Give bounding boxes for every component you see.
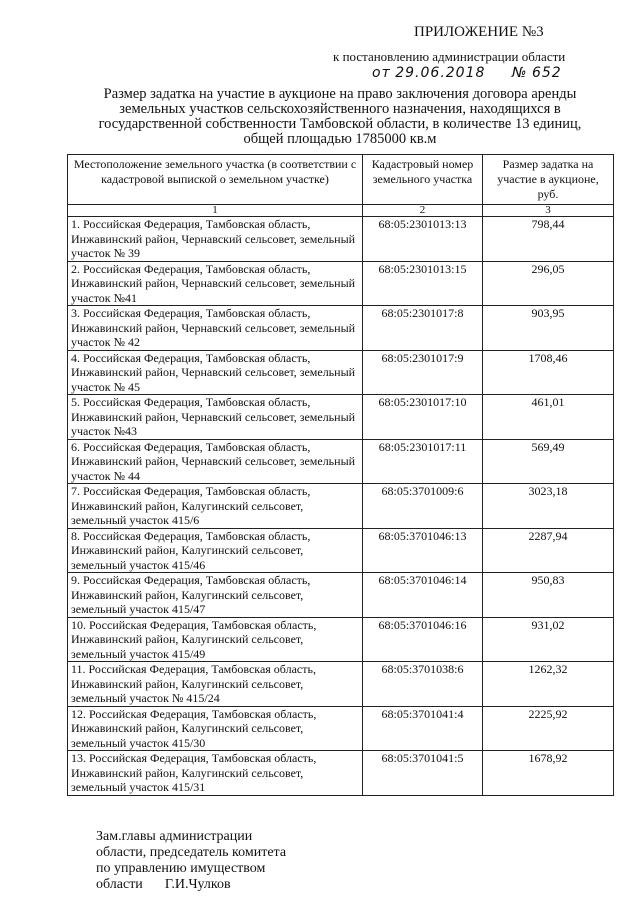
column-number: 1	[68, 205, 363, 217]
table-row	[68, 573, 614, 618]
location-cell: 12. Российская Федерация, Тамбовская область, Инжавинский район, Калугинский сельсовет, земельный участок 415/30	[68, 706, 363, 751]
table-row	[68, 751, 614, 796]
header-location: Местоположение земельного участка (в соответствии с кадастровой выпиской о земельном участке)	[68, 155, 363, 205]
cadastral-cell: 68:05:3701038:6	[363, 662, 483, 707]
cadastral-cell: 68:05:2301013:13	[363, 217, 483, 262]
header-deposit: Размер задатка на участие в аукционе, руб.	[483, 155, 614, 205]
table-row	[68, 261, 614, 306]
deposit-cell: 2287,94	[483, 528, 614, 573]
column-number: 2	[363, 205, 483, 217]
deposit-cell: 1678,92	[483, 751, 614, 796]
deposit-table	[67, 154, 614, 796]
location-cell: 1. Российская Федерация, Тамбовская область, Инжавинский район, Чернавский сельсовет, земельный участок № 39	[68, 217, 363, 262]
location-cell: 11. Российская Федерация, Тамбовская область, Инжавинский район, Калугинский сельсовет, земельный участок № 415/24	[68, 662, 363, 707]
signature-line: области, председатель комитета	[96, 845, 287, 860]
title-line: государственной собственности Тамбовской области, в количестве 13 единиц,	[98, 116, 582, 132]
deposit-cell: 1708,46	[483, 350, 614, 395]
deposit-cell: 2225,92	[483, 706, 614, 751]
location-cell: 8. Российская Федерация, Тамбовская область, Инжавинский район, Калугинский сельсовет, земельный участок 415/46	[68, 528, 363, 573]
table-row	[68, 350, 614, 395]
table-row	[68, 706, 614, 751]
location-cell: 4. Российская Федерация, Тамбовская область, Инжавинский район, Чернавский сельсовет, земельный участок № 45	[68, 350, 363, 395]
cadastral-cell: 68:05:2301017:8	[363, 306, 483, 351]
table-row	[68, 662, 614, 707]
deposit-cell: 3023,18	[483, 484, 614, 529]
document-title	[80, 87, 600, 147]
date-prefix: от	[372, 65, 391, 81]
table-row	[68, 484, 614, 529]
table-row	[68, 617, 614, 662]
cadastral-cell: 68:05:2301013:15	[363, 261, 483, 306]
location-cell: 10. Российская Федерация, Тамбовская область, Инжавинский район, Калугинский сельсовет, земельный участок 415/49	[68, 617, 363, 662]
signatory-name: Г.И.Чулков	[164, 877, 231, 892]
appendix-label: ПРИЛОЖЕНИЕ №3	[414, 24, 544, 40]
signature-line: по управлению имуществом	[96, 861, 266, 876]
signature-line	[96, 877, 286, 893]
header-cadastral: Кадастровый номер земельного участка	[363, 155, 483, 205]
location-cell: 6. Российская Федерация, Тамбовская область, Инжавинский район, Чернавский сельсовет, земельный участок № 44	[68, 439, 363, 484]
location-cell: 9. Российская Федерация, Тамбовская область, Инжавинский район, Калугинский сельсовет, земельный участок 415/47	[68, 573, 363, 618]
cadastral-cell: 68:05:2301017:10	[363, 395, 483, 440]
table-row	[68, 528, 614, 573]
deposit-cell: 903,95	[483, 306, 614, 351]
deposit-cell: 569,49	[483, 439, 614, 484]
signature-region: области	[96, 877, 143, 892]
number-prefix: №	[511, 65, 528, 81]
cadastral-cell: 68:05:3701046:16	[363, 617, 483, 662]
cadastral-cell: 68:05:2301017:11	[363, 439, 483, 484]
cadastral-cell: 68:05:3701046:13	[363, 528, 483, 573]
location-cell: 5. Российская Федерация, Тамбовская область, Инжавинский район, Чернавский сельсовет, земельный участок №43	[68, 395, 363, 440]
title-line: общей площадью 1785000 кв.м	[243, 131, 437, 147]
resolution-number: 652	[531, 65, 562, 81]
location-cell: 7. Российская Федерация, Тамбовская область, Инжавинский район, Калугинский сельсовет, земельный участок 415/6	[68, 484, 363, 529]
cadastral-cell: 68:05:3701041:4	[363, 706, 483, 751]
cadastral-cell: 68:05:3701009:6	[363, 484, 483, 529]
table-header-row	[68, 155, 614, 205]
table-row	[68, 306, 614, 351]
deposit-cell: 1262,32	[483, 662, 614, 707]
table-row	[68, 439, 614, 484]
resolution-reference: к постановлению администрации области	[333, 49, 566, 64]
location-cell: 2. Российская Федерация, Тамбовская область, Инжавинский район, Чернавский сельсовет, земельный участок №41	[68, 261, 363, 306]
signature-block	[96, 829, 286, 893]
title-line: земельных участков сельскохозяйственного назначения, находящихся в	[119, 101, 561, 117]
column-number: 3	[483, 205, 614, 217]
column-number-row	[68, 205, 614, 217]
deposit-cell: 461,01	[483, 395, 614, 440]
cadastral-cell: 68:05:3701046:14	[363, 573, 483, 618]
location-cell: 3. Российская Федерация, Тамбовская область, Инжавинский район, Чернавский сельсовет, земельный участок № 42	[68, 306, 363, 351]
deposit-cell: 296,05	[483, 261, 614, 306]
deposit-cell: 931,02	[483, 617, 614, 662]
resolution-date: 29.06.2018	[395, 65, 486, 81]
cadastral-cell: 68:05:3701041:5	[363, 751, 483, 796]
deposit-cell: 798,44	[483, 217, 614, 262]
cadastral-cell: 68:05:2301017:9	[363, 350, 483, 395]
title-line: Размер задатка на участие в аукционе на право заключения договора аренды	[103, 86, 577, 102]
location-cell: 13. Российская Федерация, Тамбовская область, Инжавинский район, Калугинский сельсовет, земельный участок 415/31	[68, 751, 363, 796]
table-row	[68, 395, 614, 440]
date-number-line	[372, 65, 562, 82]
signature-line: Зам.главы администрации	[96, 829, 253, 844]
table-row	[68, 217, 614, 262]
deposit-cell: 950,83	[483, 573, 614, 618]
